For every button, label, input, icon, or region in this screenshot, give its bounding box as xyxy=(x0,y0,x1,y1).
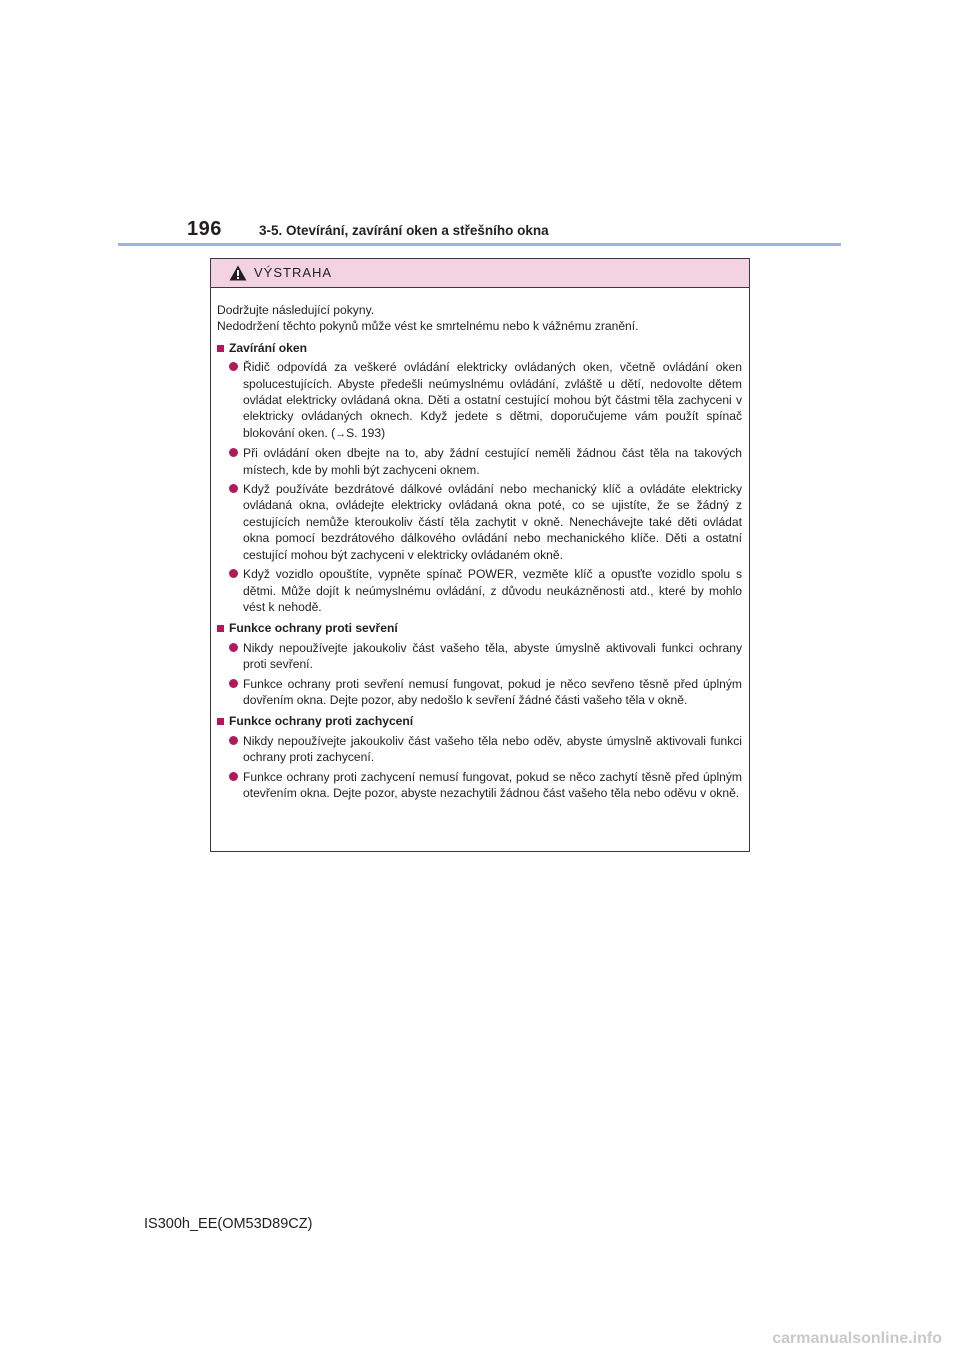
list-item-text: Funkce ochrany proti zachycení nemusí fungovat, pokud se něco zachytí těsně před úplným otevřením okna. Dejte pozor, abyste nezachytili žádnou část vašeho těla nebo oděvu v okně. xyxy=(243,769,742,800)
warning-box xyxy=(210,258,750,852)
list-item xyxy=(217,481,742,563)
section-heading-catch-protection xyxy=(217,713,742,729)
page-ref-prefix: ( xyxy=(327,425,336,440)
section-heading-closing-windows xyxy=(217,340,742,356)
list-item-text: Řidič odpovídá za veškeré ovládání elektricky ovládaných oken, včetně ovládání oken spolucestujících. Abyste předešli neúmyslnému ovládání, zvláště u dětí, nedovolte dětem ovládat elektricky ovládaná okna. Děti a ostatní cestující mohou být částmi těla zachyceni v elektricky ovládaných oknech. Když jedete s dětmi, doporučujeme vám použít spínač blokování oken. xyxy=(243,360,742,440)
list-item xyxy=(217,769,742,802)
list-item xyxy=(217,445,742,478)
warning-intro-line-2: Nedodržení těchto pokynů může vést ke smrtelnému nebo k vážnému zranění. xyxy=(217,319,639,334)
list-item xyxy=(217,359,742,442)
watermark: carmanualsonline.info xyxy=(772,1330,942,1347)
list-item xyxy=(217,640,742,673)
warning-triangle-icon xyxy=(229,265,247,281)
list-item xyxy=(217,676,742,709)
model-code: IS300h_EE(OM53D89CZ) xyxy=(144,1216,313,1232)
warning-intro-line-1: Dodržujte následující pokyny. xyxy=(217,303,375,317)
round-bullet-icon xyxy=(229,736,238,745)
round-bullet-icon xyxy=(229,362,238,371)
section-heading-text: Funkce ochrany proti sevření xyxy=(229,621,398,636)
arrow-right-icon: → xyxy=(335,427,347,440)
list-item-text: Když vozidlo opouštíte, vypněte spínač POWER, vezměte klíč a opusťte vozidlo spolu s dětmi. Může dojít k neúmyslnému ovládání, z důvodu neukázněnosti atd., které by mohlo vést k nehodě. xyxy=(243,567,742,614)
section-heading-text: Funkce ochrany proti zachycení xyxy=(229,714,414,729)
section-heading-text: Zavírání oken xyxy=(229,340,307,355)
list-item-text: Nikdy nepoužívejte jakoukoliv část vašeho těla nebo oděv, abyste úmyslně aktivovali funkci ochrany proti zachycení. xyxy=(243,733,742,765)
warning-body xyxy=(211,288,749,801)
warning-label: VÝSTRAHA xyxy=(254,265,333,280)
section-heading-pinch-protection xyxy=(217,620,742,636)
warning-intro xyxy=(217,302,742,335)
header-rule xyxy=(118,243,841,246)
round-bullet-icon xyxy=(229,569,238,578)
square-bullet-icon xyxy=(217,345,224,352)
list-item-text: Nikdy nepoužívejte jakoukoliv část vašeho těla, abyste úmyslně aktivovali funkci ochrany proti sevření. xyxy=(243,640,742,672)
square-bullet-icon xyxy=(217,718,224,725)
round-bullet-icon xyxy=(229,448,238,457)
warning-header xyxy=(211,259,749,288)
round-bullet-icon xyxy=(229,643,238,652)
list-item-text: Při ovládání oken dbejte na to, aby žádní cestující neměli žádnou část těla na takových místech, kde by mohli být zachyceni oknem. xyxy=(243,446,742,477)
square-bullet-icon xyxy=(217,625,224,632)
page-number: 196 xyxy=(187,218,222,240)
list-item-text: Funkce ochrany proti sevření nemusí fungovat, pokud je něco sevřeno těsně před úplným dovřením okna. Dejte pozor, aby nedošlo k sevření žádné části vašeho těla v okně. xyxy=(243,676,742,707)
section-title: 3-5. Otevírání, zavírání oken a střešního okna xyxy=(259,223,549,238)
list-item xyxy=(217,733,742,766)
round-bullet-icon xyxy=(229,679,238,688)
page-ref-suffix: ) xyxy=(381,425,386,440)
round-bullet-icon xyxy=(229,772,238,781)
list-item xyxy=(217,566,742,615)
round-bullet-icon xyxy=(229,484,238,493)
list-item-text: Když používáte bezdrátové dálkové ovládání nebo mechanický klíč a ovládáte elektricky ovládaná okna, ovládejte elektricky ovládaná okna poté, co se ujistíte, že se žádný z cestujících nemůže kteroukoliv částí těla zachytit v okně. Nenechávejte také děti ovládat okna pomocí bezdrátového dálkového ovládání nebo mechanického klíče. Děti a ostatní cestující mohou být zachyceni v elektricky ovládaném okně. xyxy=(243,482,742,562)
page-reference-link[interactable]: S. 193 xyxy=(346,425,382,440)
